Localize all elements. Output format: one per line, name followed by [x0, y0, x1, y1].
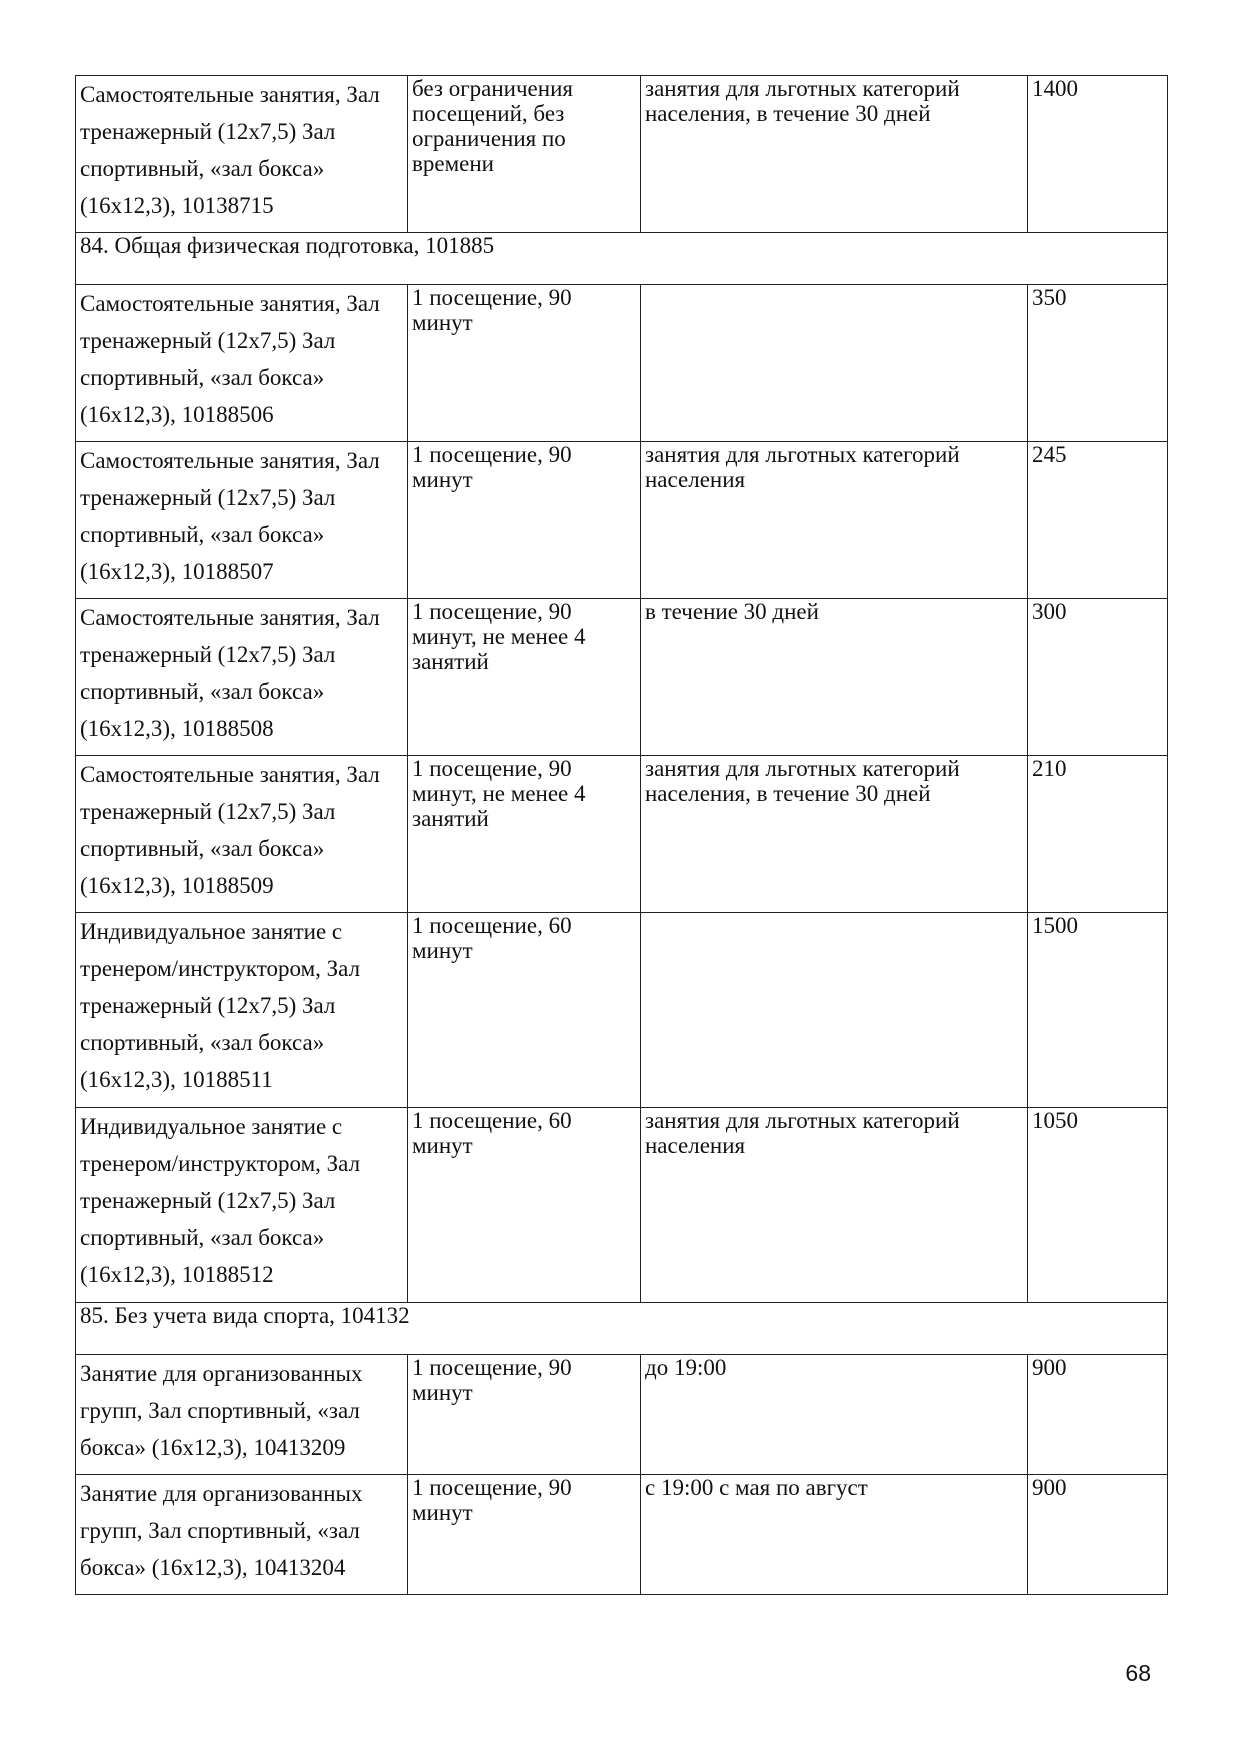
table-row	[76, 442, 1168, 599]
visits-cell: 1 посещение, 90 минут, не менее 4 занятий	[408, 756, 641, 913]
service-name-cell	[76, 442, 408, 599]
condition-cell: занятия для льготных категорий населения, в течение 30 дней	[641, 756, 1028, 913]
service-name-line: Самостоятельные занятия, Зал	[80, 762, 380, 787]
service-name-cell	[76, 1108, 408, 1303]
service-name-line: спортивный, «зал бокса»	[80, 1030, 325, 1055]
service-name-cell	[76, 1475, 408, 1595]
visits-cell: без ограничения посещений, без ограничения по времени	[408, 76, 641, 233]
service-name-line: (16х12,3), 10188509	[80, 873, 274, 898]
service-name-line: тренажерный (12х7,5) Зал	[80, 1188, 336, 1213]
service-name-cell	[76, 756, 408, 913]
price-cell: 900	[1028, 1355, 1168, 1475]
service-name-cell	[76, 599, 408, 756]
visits-cell: 1 посещение, 90 минут	[408, 285, 641, 442]
service-name-line: спортивный, «зал бокса»	[80, 522, 325, 547]
section-heading-row	[76, 233, 1168, 285]
section-heading-row	[76, 1303, 1168, 1355]
service-name-line: (16х12,3), 10188512	[80, 1262, 274, 1287]
price-cell: 245	[1028, 442, 1168, 599]
service-name-line: Занятие для организованных	[80, 1361, 363, 1386]
service-name-line: тренажерный (12х7,5) Зал	[80, 485, 336, 510]
service-name-line: Индивидуальное занятие с	[80, 919, 343, 944]
service-name-line: (16х12,3), 10188508	[80, 716, 274, 741]
condition-cell: занятия для льготных категорий населения	[641, 1108, 1028, 1303]
service-name-cell	[76, 913, 408, 1108]
service-name-line: спортивный, «зал бокса»	[80, 156, 325, 181]
service-name-line: групп, Зал спортивный, «зал	[80, 1398, 360, 1423]
condition-cell: с 19:00 с мая по август	[641, 1475, 1028, 1595]
visits-cell: 1 посещение, 90 минут	[408, 1355, 641, 1475]
table-row	[76, 76, 1168, 233]
table-row	[76, 913, 1168, 1108]
section-heading: 85. Без учета вида спорта, 104132	[76, 1303, 1168, 1355]
service-name-line: тренажерный (12х7,5) Зал	[80, 993, 336, 1018]
price-cell: 1050	[1028, 1108, 1168, 1303]
service-name-line: групп, Зал спортивный, «зал	[80, 1518, 360, 1543]
service-name-line: спортивный, «зал бокса»	[80, 365, 325, 390]
service-name-line: бокса» (16х12,3), 10413204	[80, 1555, 346, 1580]
condition-cell: в течение 30 дней	[641, 599, 1028, 756]
condition-cell	[641, 285, 1028, 442]
condition-cell: занятия для льготных категорий населения, в течение 30 дней	[641, 76, 1028, 233]
service-name-cell	[76, 285, 408, 442]
visits-cell: 1 посещение, 90 минут	[408, 1475, 641, 1595]
price-table	[75, 75, 1168, 1595]
page-number: 68	[1125, 1660, 1151, 1686]
table-row	[76, 1108, 1168, 1303]
table-row	[76, 756, 1168, 913]
table-row	[76, 1475, 1168, 1595]
service-name-cell	[76, 1355, 408, 1475]
table-row	[76, 599, 1168, 756]
service-name-line: (16х12,3), 10138715	[80, 193, 274, 218]
price-cell: 300	[1028, 599, 1168, 756]
table-row	[76, 1355, 1168, 1475]
table-row	[76, 285, 1168, 442]
condition-cell: до 19:00	[641, 1355, 1028, 1475]
service-name-line: Занятие для организованных	[80, 1481, 363, 1506]
visits-cell: 1 посещение, 90 минут	[408, 442, 641, 599]
section-heading: 84. Общая физическая подготовка, 101885	[76, 233, 1168, 285]
service-name-line: тренером/инструктором, Зал	[80, 1151, 361, 1176]
condition-cell	[641, 913, 1028, 1108]
price-cell: 350	[1028, 285, 1168, 442]
price-table-body	[76, 76, 1168, 1595]
visits-cell: 1 посещение, 60 минут	[408, 913, 641, 1108]
visits-cell: 1 посещение, 60 минут	[408, 1108, 641, 1303]
service-name-line: спортивный, «зал бокса»	[80, 1225, 325, 1250]
service-name-line: тренажерный (12х7,5) Зал	[80, 799, 336, 824]
price-cell: 210	[1028, 756, 1168, 913]
service-name-line: тренажерный (12х7,5) Зал	[80, 119, 336, 144]
service-name-line: Индивидуальное занятие с	[80, 1114, 343, 1139]
service-name-line: тренером/инструктором, Зал	[80, 956, 361, 981]
price-cell: 900	[1028, 1475, 1168, 1595]
price-cell: 1500	[1028, 913, 1168, 1108]
service-name-line: бокса» (16х12,3), 10413209	[80, 1435, 346, 1460]
visits-cell: 1 посещение, 90 минут, не менее 4 занятий	[408, 599, 641, 756]
service-name-line: Самостоятельные занятия, Зал	[80, 82, 380, 107]
service-name-line: спортивный, «зал бокса»	[80, 836, 325, 861]
service-name-line: тренажерный (12х7,5) Зал	[80, 328, 336, 353]
service-name-line: Самостоятельные занятия, Зал	[80, 448, 380, 473]
service-name-line: (16х12,3), 10188511	[80, 1067, 273, 1092]
service-name-cell	[76, 76, 408, 233]
service-name-line: Самостоятельные занятия, Зал	[80, 291, 380, 316]
service-name-line: (16х12,3), 10188507	[80, 559, 274, 584]
service-name-line: (16х12,3), 10188506	[80, 402, 274, 427]
service-name-line: спортивный, «зал бокса»	[80, 679, 325, 704]
price-cell: 1400	[1028, 76, 1168, 233]
condition-cell: занятия для льготных категорий населения	[641, 442, 1028, 599]
service-name-line: Самостоятельные занятия, Зал	[80, 605, 380, 630]
service-name-line: тренажерный (12х7,5) Зал	[80, 642, 336, 667]
